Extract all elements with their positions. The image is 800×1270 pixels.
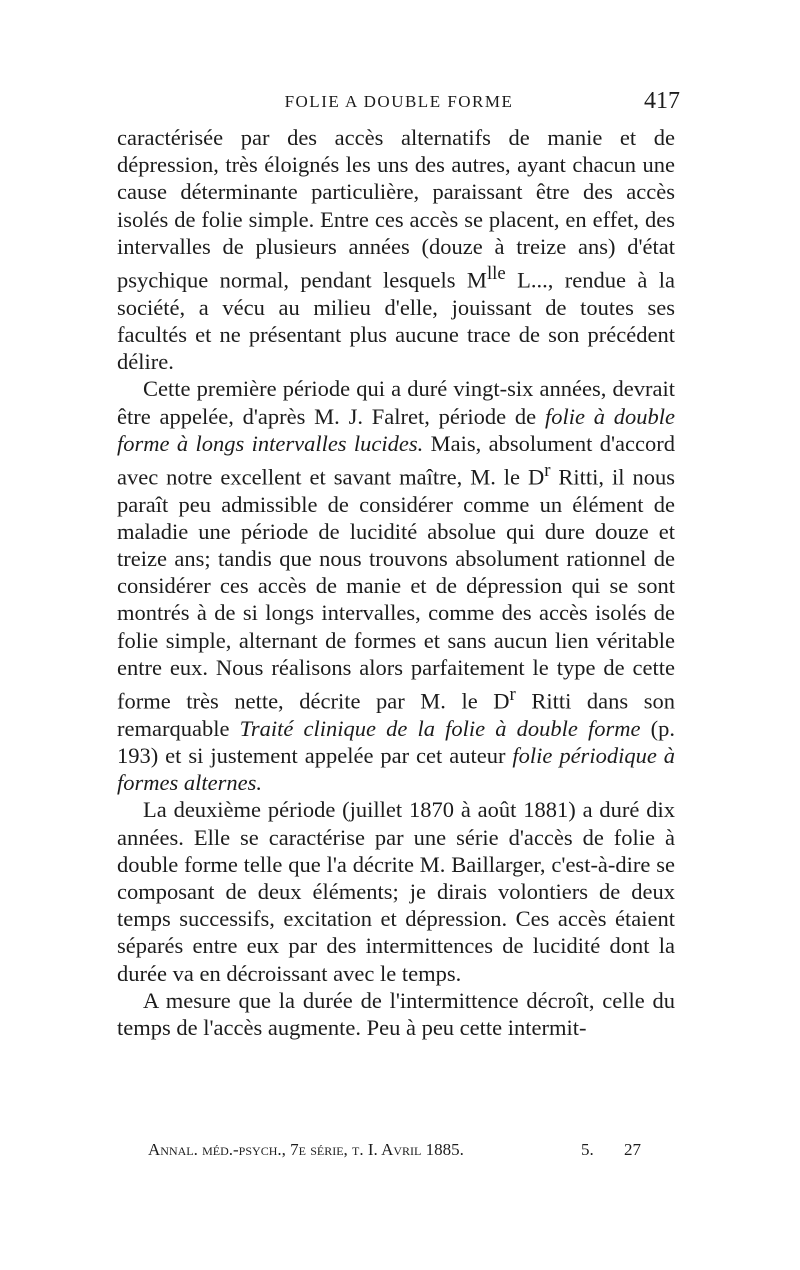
p2-text-5: (p. 193) et si justement appelée par cet auteur — [117, 715, 676, 768]
p1-text-1: caractérisée par des accès alternatifs de manie et de dépression, très éloignés les uns des autres, ayant chacun une cause déterminante particulière, paraissant être des accès isolés de folie simple. Entre ces accès se placent, en effet, des intervalles de plusieurs années (douze à treize ans) d'état psychique normal, pendant lesquels M — [117, 125, 675, 293]
p2-text-2: Mais, absolument d'accord avec notre excellent et savant maître, M. le D — [117, 430, 675, 490]
p2-text-4: Ritti dans son remarquable — [117, 688, 675, 741]
paragraph-3 — [117, 796, 675, 986]
p1-text-2: L..., rendue à la société, a vécu au milieu d'elle, jouissant de toutes ses facultés et ne présentant plus aucune trace de son précédent délire. — [117, 267, 675, 375]
paragraph-1 — [117, 124, 675, 375]
running-title: FOLIE A DOUBLE FORME — [284, 92, 514, 111]
p2-italic-3: folie périodique à formes alternes. — [117, 742, 675, 796]
p2-superscript-2: r — [509, 684, 516, 706]
paragraph-4 — [117, 987, 675, 1041]
p2-text-3: Ritti, il nous paraît peu admissible de considérer comme un élément de maladie une période de lucidité absolue qui dure douze et treize ans; tandis que nous trouvons absolument rationnel de considérer ces accès de manie et de dépression qui se sont montrés à de si longs intervalles, comme des accès isolés de folie simple, alternant de formes et sans aucun lien véritable entre eux. Nous réalisons alors parfaitement le type de cette forme très nette, décrite par M. le D — [117, 464, 675, 714]
running-head — [118, 88, 680, 116]
p1-superscript-1: lle — [486, 263, 506, 285]
p2-superscript-1: r — [544, 459, 551, 481]
p4-text-1: A mesure que la durée de l'intermittence décroît, celle du temps de l'accès augmente. Peu à peu cette intermit- — [117, 987, 675, 1040]
paragraph-2 — [117, 375, 675, 796]
footer-signature-mark: 5. — [581, 1140, 594, 1159]
p2-text-1: Cette première période qui a duré vingt-six années, devrait être appelée, d'après M. J. Falret, période de — [117, 376, 675, 429]
body-text — [117, 124, 675, 1041]
p2-italic-1: folie à double forme à longs intervalles lucides. — [117, 403, 676, 456]
footer-sheet-number: 27 — [624, 1140, 641, 1159]
p3-text-1: La deuxième période (juillet 1870 à août 1881) a duré dix années. Elle se caractérise par une série d'accès de folie à double forme telle que l'a décrite M. Baillarger, c'est-à-dire se composant de deux éléments; je dirais volontiers de deux temps successifs, excitation et dépression. Ces accès étaient séparés entre eux par des intermittences de lucidité dont la durée va en décroissant avec le temps. — [117, 797, 675, 986]
p2-italic-2: Traité clinique de la folie à double forme — [239, 715, 641, 741]
footer-journal-citation: Annal. méd.-psych., 7e série, t. I. Avril 1885. — [148, 1140, 464, 1159]
footer-signature-line — [148, 1140, 643, 1162]
page-number: 417 — [644, 88, 680, 114]
